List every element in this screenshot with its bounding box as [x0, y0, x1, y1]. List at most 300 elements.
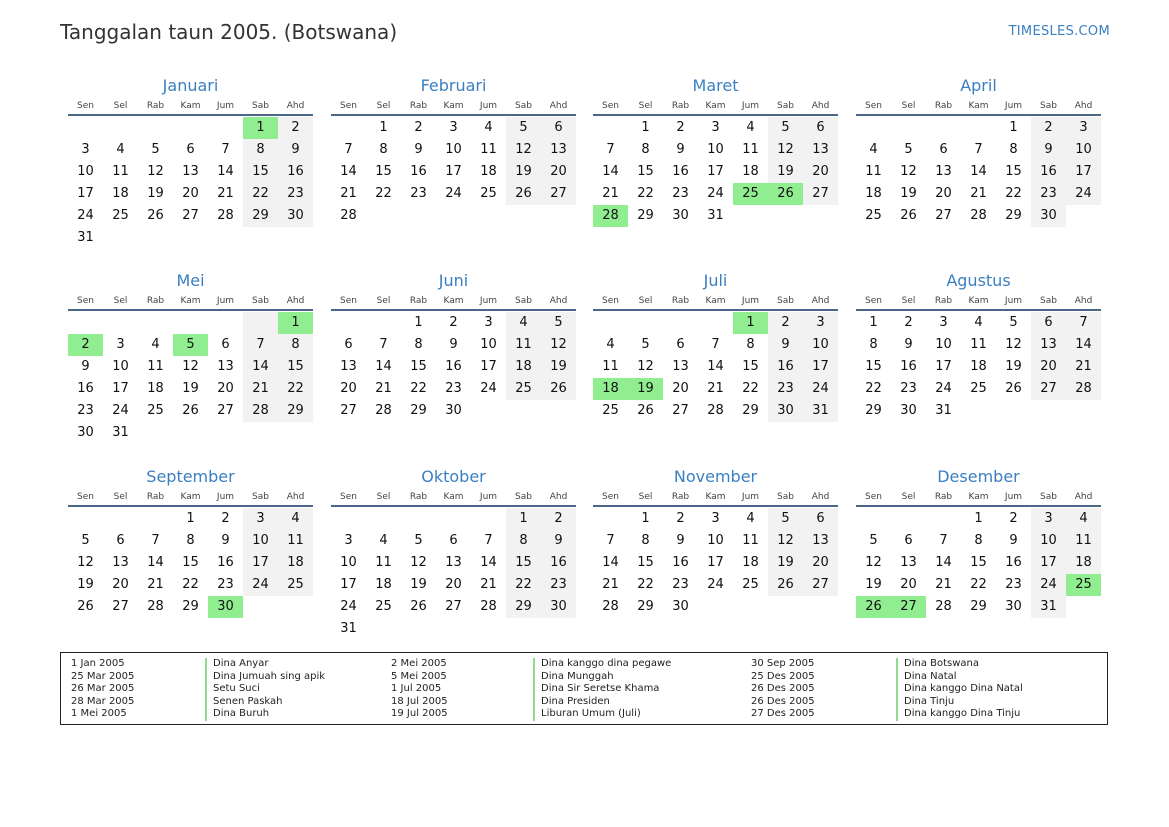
- day-cell[interactable]: 14: [147, 555, 164, 570]
- day-cell[interactable]: 16: [672, 555, 689, 570]
- day-cell[interactable]: 22: [278, 378, 313, 400]
- day-cell[interactable]: 28: [480, 599, 497, 614]
- day-cell[interactable]: 14: [217, 164, 234, 179]
- day-cell[interactable]: 27: [217, 403, 234, 418]
- day-cell[interactable]: 7: [1066, 312, 1101, 334]
- day-cell[interactable]: 25: [602, 403, 619, 418]
- day-cell[interactable]: 9: [278, 139, 313, 161]
- day-cell[interactable]: 27: [803, 183, 838, 205]
- day-cell[interactable]: 17: [77, 186, 94, 201]
- day-cell[interactable]: 15: [742, 359, 759, 374]
- day-cell[interactable]: 25: [375, 599, 392, 614]
- day-cell[interactable]: 5: [414, 533, 423, 548]
- day-cell[interactable]: 28: [340, 208, 357, 223]
- day-cell[interactable]: 10: [112, 359, 129, 374]
- day-cell[interactable]: 21: [217, 186, 234, 201]
- day-cell[interactable]: 31: [1031, 596, 1066, 618]
- day-cell[interactable]: 1: [869, 315, 878, 330]
- day-cell[interactable]: 11: [278, 530, 313, 552]
- day-cell[interactable]: 31: [803, 400, 838, 422]
- day-cell[interactable]: 13: [340, 359, 357, 374]
- day-cell[interactable]: 22: [182, 577, 199, 592]
- day-cell[interactable]: 28: [375, 403, 392, 418]
- day-cell[interactable]: 13: [803, 530, 838, 552]
- day-cell[interactable]: 26: [900, 208, 917, 223]
- day-cell[interactable]: 5: [904, 142, 913, 157]
- day-cell[interactable]: 25: [278, 574, 313, 596]
- day-cell[interactable]: 1: [733, 312, 768, 334]
- day-cell[interactable]: 25: [865, 208, 882, 223]
- day-cell[interactable]: 6: [939, 142, 948, 157]
- day-cell[interactable]: 7: [939, 533, 948, 548]
- day-cell[interactable]: 17: [243, 552, 278, 574]
- day-cell[interactable]: 16: [768, 356, 803, 378]
- day-cell[interactable]: 10: [445, 142, 462, 157]
- day-cell[interactable]: 2: [1009, 511, 1018, 526]
- day-cell[interactable]: 3: [1031, 508, 1066, 530]
- day-cell[interactable]: 13: [935, 164, 952, 179]
- day-cell[interactable]: 12: [182, 359, 199, 374]
- day-cell[interactable]: 30: [541, 596, 576, 618]
- day-cell[interactable]: 3: [449, 120, 458, 135]
- day-cell[interactable]: 24: [112, 403, 129, 418]
- day-cell[interactable]: 26: [182, 403, 199, 418]
- day-cell[interactable]: 20: [1031, 356, 1066, 378]
- day-cell[interactable]: 4: [746, 511, 755, 526]
- day-cell[interactable]: 24: [77, 208, 94, 223]
- day-cell[interactable]: 5: [768, 117, 803, 139]
- day-cell[interactable]: 10: [243, 530, 278, 552]
- day-cell[interactable]: 17: [707, 164, 724, 179]
- day-cell[interactable]: 9: [1031, 139, 1066, 161]
- day-cell[interactable]: 8: [641, 533, 650, 548]
- day-cell[interactable]: 31: [77, 230, 94, 245]
- day-cell[interactable]: 8: [506, 530, 541, 552]
- day-cell[interactable]: 15: [865, 359, 882, 374]
- day-cell[interactable]: 19: [900, 186, 917, 201]
- day-cell[interactable]: 10: [1066, 139, 1101, 161]
- day-cell[interactable]: 30: [445, 403, 462, 418]
- day-cell[interactable]: 11: [480, 142, 497, 157]
- day-cell[interactable]: 25: [147, 403, 164, 418]
- day-cell[interactable]: 22: [637, 186, 654, 201]
- day-cell[interactable]: 18: [147, 381, 164, 396]
- day-cell[interactable]: 9: [81, 359, 90, 374]
- day-cell[interactable]: 10: [77, 164, 94, 179]
- day-cell[interactable]: 25: [112, 208, 129, 223]
- day-cell[interactable]: 4: [116, 142, 125, 157]
- day-cell[interactable]: 9: [1009, 533, 1018, 548]
- day-cell[interactable]: 10: [1031, 530, 1066, 552]
- day-cell[interactable]: 20: [935, 186, 952, 201]
- day-cell[interactable]: 20: [445, 577, 462, 592]
- day-cell[interactable]: 13: [445, 555, 462, 570]
- day-cell[interactable]: 8: [379, 142, 388, 157]
- day-cell[interactable]: 8: [414, 337, 423, 352]
- day-cell[interactable]: 9: [449, 337, 458, 352]
- day-cell[interactable]: 11: [742, 533, 759, 548]
- day-cell[interactable]: 3: [1066, 117, 1101, 139]
- day-cell[interactable]: 17: [1031, 552, 1066, 574]
- day-cell[interactable]: 22: [970, 577, 987, 592]
- day-cell[interactable]: 2: [676, 120, 685, 135]
- day-cell[interactable]: 1: [186, 511, 195, 526]
- day-cell[interactable]: 28: [147, 599, 164, 614]
- day-cell[interactable]: 28: [707, 403, 724, 418]
- day-cell[interactable]: 22: [1005, 186, 1022, 201]
- day-cell[interactable]: 19: [628, 378, 663, 400]
- day-cell[interactable]: 13: [900, 555, 917, 570]
- day-cell[interactable]: 18: [375, 577, 392, 592]
- day-cell[interactable]: 4: [278, 508, 313, 530]
- day-cell[interactable]: 6: [904, 533, 913, 548]
- day-cell[interactable]: 6: [541, 117, 576, 139]
- day-cell[interactable]: 7: [974, 142, 983, 157]
- day-cell[interactable]: 21: [147, 577, 164, 592]
- day-cell[interactable]: 26: [768, 574, 803, 596]
- day-cell[interactable]: 29: [182, 599, 199, 614]
- day-cell[interactable]: 12: [506, 139, 541, 161]
- day-cell[interactable]: 30: [672, 208, 689, 223]
- day-cell[interactable]: 3: [711, 120, 720, 135]
- day-cell[interactable]: 16: [445, 359, 462, 374]
- day-cell[interactable]: 1: [974, 511, 983, 526]
- day-cell[interactable]: 6: [344, 337, 353, 352]
- day-cell[interactable]: 11: [506, 334, 541, 356]
- day-cell[interactable]: 17: [707, 555, 724, 570]
- day-cell[interactable]: 26: [856, 596, 891, 618]
- day-cell[interactable]: 24: [340, 599, 357, 614]
- day-cell[interactable]: 13: [1031, 334, 1066, 356]
- day-cell[interactable]: 15: [637, 555, 654, 570]
- day-cell[interactable]: 25: [742, 577, 759, 592]
- day-cell[interactable]: 23: [410, 186, 427, 201]
- day-cell[interactable]: 1: [641, 120, 650, 135]
- day-cell[interactable]: 28: [593, 205, 628, 227]
- day-cell[interactable]: 25: [733, 183, 768, 205]
- day-cell[interactable]: 20: [672, 381, 689, 396]
- day-cell[interactable]: 29: [243, 205, 278, 227]
- day-cell[interactable]: 26: [77, 599, 94, 614]
- day-cell[interactable]: 30: [672, 599, 689, 614]
- day-cell[interactable]: 17: [803, 356, 838, 378]
- day-cell[interactable]: 15: [375, 164, 392, 179]
- day-cell[interactable]: 14: [340, 164, 357, 179]
- day-cell[interactable]: 18: [593, 378, 628, 400]
- day-cell[interactable]: 27: [112, 599, 129, 614]
- day-cell[interactable]: 17: [112, 381, 129, 396]
- day-cell[interactable]: 13: [217, 359, 234, 374]
- day-cell[interactable]: 12: [900, 164, 917, 179]
- day-cell[interactable]: 8: [186, 533, 195, 548]
- day-cell[interactable]: 24: [707, 186, 724, 201]
- day-cell[interactable]: 23: [672, 186, 689, 201]
- day-cell[interactable]: 24: [1031, 574, 1066, 596]
- day-cell[interactable]: 28: [1066, 378, 1101, 400]
- day-cell[interactable]: 24: [1066, 183, 1101, 205]
- day-cell[interactable]: 3: [116, 337, 125, 352]
- day-cell[interactable]: 30: [1005, 599, 1022, 614]
- day-cell[interactable]: 25: [970, 381, 987, 396]
- day-cell[interactable]: 15: [637, 164, 654, 179]
- day-cell[interactable]: 26: [637, 403, 654, 418]
- day-cell[interactable]: 10: [935, 337, 952, 352]
- day-cell[interactable]: 9: [676, 142, 685, 157]
- day-cell[interactable]: 7: [606, 533, 615, 548]
- day-cell[interactable]: 10: [340, 555, 357, 570]
- day-cell[interactable]: 6: [803, 117, 838, 139]
- day-cell[interactable]: 19: [768, 552, 803, 574]
- day-cell[interactable]: 29: [637, 599, 654, 614]
- day-cell[interactable]: 22: [637, 577, 654, 592]
- day-cell[interactable]: 26: [147, 208, 164, 223]
- day-cell[interactable]: 30: [768, 400, 803, 422]
- day-cell[interactable]: 3: [711, 511, 720, 526]
- day-cell[interactable]: 5: [641, 337, 650, 352]
- day-cell[interactable]: 22: [865, 381, 882, 396]
- day-cell[interactable]: 2: [904, 315, 913, 330]
- day-cell[interactable]: 16: [410, 164, 427, 179]
- day-cell[interactable]: 2: [541, 508, 576, 530]
- day-cell[interactable]: 13: [803, 139, 838, 161]
- day-cell[interactable]: 17: [480, 359, 497, 374]
- day-cell[interactable]: 16: [77, 381, 94, 396]
- day-cell[interactable]: 5: [81, 533, 90, 548]
- day-cell[interactable]: 27: [340, 403, 357, 418]
- day-cell[interactable]: 28: [602, 599, 619, 614]
- day-cell[interactable]: 11: [602, 359, 619, 374]
- day-cell[interactable]: 4: [379, 533, 388, 548]
- day-cell[interactable]: 13: [112, 555, 129, 570]
- day-cell[interactable]: 16: [900, 359, 917, 374]
- day-cell[interactable]: 10: [707, 142, 724, 157]
- day-cell[interactable]: 8: [278, 334, 313, 356]
- day-cell[interactable]: 23: [217, 577, 234, 592]
- day-cell[interactable]: 1: [506, 508, 541, 530]
- day-cell[interactable]: 1: [278, 312, 313, 334]
- day-cell[interactable]: 27: [935, 208, 952, 223]
- day-cell[interactable]: 18: [970, 359, 987, 374]
- day-cell[interactable]: 17: [1066, 161, 1101, 183]
- day-cell[interactable]: 23: [278, 183, 313, 205]
- day-cell[interactable]: 28: [935, 599, 952, 614]
- day-cell[interactable]: 3: [484, 315, 493, 330]
- brand-link[interactable]: TIMESLES.COM: [1008, 24, 1110, 39]
- day-cell[interactable]: 11: [970, 337, 987, 352]
- day-cell[interactable]: 19: [77, 577, 94, 592]
- day-cell[interactable]: 27: [803, 574, 838, 596]
- day-cell[interactable]: 7: [221, 142, 230, 157]
- day-cell[interactable]: 21: [602, 577, 619, 592]
- day-cell[interactable]: 2: [676, 511, 685, 526]
- day-cell[interactable]: 7: [344, 142, 353, 157]
- day-cell[interactable]: 9: [904, 337, 913, 352]
- day-cell[interactable]: 5: [541, 312, 576, 334]
- day-cell[interactable]: 20: [112, 577, 129, 592]
- day-cell[interactable]: 24: [480, 381, 497, 396]
- day-cell[interactable]: 18: [742, 555, 759, 570]
- day-cell[interactable]: 5: [869, 533, 878, 548]
- day-cell[interactable]: 26: [506, 183, 541, 205]
- day-cell[interactable]: 4: [484, 120, 493, 135]
- day-cell[interactable]: 18: [480, 164, 497, 179]
- day-cell[interactable]: 6: [1031, 312, 1066, 334]
- day-cell[interactable]: 23: [445, 381, 462, 396]
- day-cell[interactable]: 27: [182, 208, 199, 223]
- day-cell[interactable]: 4: [869, 142, 878, 157]
- day-cell[interactable]: 21: [340, 186, 357, 201]
- day-cell[interactable]: 22: [243, 183, 278, 205]
- day-cell[interactable]: 16: [217, 555, 234, 570]
- day-cell[interactable]: 19: [147, 186, 164, 201]
- day-cell[interactable]: 27: [891, 596, 926, 618]
- day-cell[interactable]: 15: [506, 552, 541, 574]
- day-cell[interactable]: 4: [606, 337, 615, 352]
- day-cell[interactable]: 8: [1009, 142, 1018, 157]
- day-cell[interactable]: 15: [410, 359, 427, 374]
- day-cell[interactable]: 2: [768, 312, 803, 334]
- day-cell[interactable]: 22: [742, 381, 759, 396]
- day-cell[interactable]: 25: [1066, 574, 1101, 596]
- day-cell[interactable]: 19: [410, 577, 427, 592]
- day-cell[interactable]: 26: [1005, 381, 1022, 396]
- day-cell[interactable]: 28: [243, 400, 278, 422]
- day-cell[interactable]: 28: [217, 208, 234, 223]
- day-cell[interactable]: 20: [803, 552, 838, 574]
- day-cell[interactable]: 14: [602, 555, 619, 570]
- day-cell[interactable]: 2: [1031, 117, 1066, 139]
- day-cell[interactable]: 16: [1005, 555, 1022, 570]
- day-cell[interactable]: 8: [746, 337, 755, 352]
- day-cell[interactable]: 27: [672, 403, 689, 418]
- day-cell[interactable]: 15: [182, 555, 199, 570]
- day-cell[interactable]: 21: [243, 378, 278, 400]
- day-cell[interactable]: 23: [77, 403, 94, 418]
- day-cell[interactable]: 16: [672, 164, 689, 179]
- day-cell[interactable]: 9: [541, 530, 576, 552]
- day-cell[interactable]: 6: [676, 337, 685, 352]
- day-cell[interactable]: 1: [379, 120, 388, 135]
- day-cell[interactable]: 4: [746, 120, 755, 135]
- day-cell[interactable]: 21: [1066, 356, 1101, 378]
- day-cell[interactable]: 13: [541, 139, 576, 161]
- day-cell[interactable]: 3: [81, 142, 90, 157]
- day-cell[interactable]: 31: [707, 208, 724, 223]
- day-cell[interactable]: 11: [865, 164, 882, 179]
- day-cell[interactable]: 2: [68, 334, 103, 356]
- day-cell[interactable]: 7: [711, 337, 720, 352]
- day-cell[interactable]: 21: [707, 381, 724, 396]
- day-cell[interactable]: 3: [803, 312, 838, 334]
- day-cell[interactable]: 19: [182, 381, 199, 396]
- day-cell[interactable]: 19: [768, 161, 803, 183]
- day-cell[interactable]: 2: [278, 117, 313, 139]
- day-cell[interactable]: 23: [672, 577, 689, 592]
- day-cell[interactable]: 20: [803, 161, 838, 183]
- day-cell[interactable]: 30: [1031, 205, 1066, 227]
- day-cell[interactable]: 24: [445, 186, 462, 201]
- day-cell[interactable]: 24: [803, 378, 838, 400]
- day-cell[interactable]: 22: [375, 186, 392, 201]
- day-cell[interactable]: 12: [541, 334, 576, 356]
- day-cell[interactable]: 18: [865, 186, 882, 201]
- day-cell[interactable]: 23: [768, 378, 803, 400]
- day-cell[interactable]: 4: [151, 337, 160, 352]
- day-cell[interactable]: 11: [1066, 530, 1101, 552]
- day-cell[interactable]: 3: [243, 508, 278, 530]
- day-cell[interactable]: 7: [379, 337, 388, 352]
- day-cell[interactable]: 27: [541, 183, 576, 205]
- day-cell[interactable]: 22: [506, 574, 541, 596]
- day-cell[interactable]: 18: [112, 186, 129, 201]
- day-cell[interactable]: 17: [340, 577, 357, 592]
- day-cell[interactable]: 23: [541, 574, 576, 596]
- day-cell[interactable]: 9: [768, 334, 803, 356]
- day-cell[interactable]: 1: [414, 315, 423, 330]
- day-cell[interactable]: 29: [506, 596, 541, 618]
- day-cell[interactable]: 21: [935, 577, 952, 592]
- day-cell[interactable]: 23: [1031, 183, 1066, 205]
- day-cell[interactable]: 5: [506, 117, 541, 139]
- day-cell[interactable]: 8: [641, 142, 650, 157]
- day-cell[interactable]: 17: [935, 359, 952, 374]
- day-cell[interactable]: 24: [243, 574, 278, 596]
- day-cell[interactable]: 18: [278, 552, 313, 574]
- day-cell[interactable]: 31: [935, 403, 952, 418]
- day-cell[interactable]: 14: [1066, 334, 1101, 356]
- day-cell[interactable]: 7: [606, 142, 615, 157]
- day-cell[interactable]: 30: [77, 425, 94, 440]
- day-cell[interactable]: 19: [506, 161, 541, 183]
- day-cell[interactable]: 14: [243, 356, 278, 378]
- day-cell[interactable]: 4: [506, 312, 541, 334]
- day-cell[interactable]: 11: [375, 555, 392, 570]
- day-cell[interactable]: 6: [803, 508, 838, 530]
- day-cell[interactable]: 8: [243, 139, 278, 161]
- day-cell[interactable]: 19: [541, 356, 576, 378]
- day-cell[interactable]: 1: [243, 117, 278, 139]
- day-cell[interactable]: 18: [1066, 552, 1101, 574]
- day-cell[interactable]: 14: [970, 164, 987, 179]
- day-cell[interactable]: 21: [602, 186, 619, 201]
- day-cell[interactable]: 10: [480, 337, 497, 352]
- day-cell[interactable]: 10: [803, 334, 838, 356]
- day-cell[interactable]: 12: [637, 359, 654, 374]
- day-cell[interactable]: 21: [480, 577, 497, 592]
- day-cell[interactable]: 6: [221, 337, 230, 352]
- day-cell[interactable]: 29: [410, 403, 427, 418]
- day-cell[interactable]: 25: [506, 378, 541, 400]
- day-cell[interactable]: 18: [506, 356, 541, 378]
- day-cell[interactable]: 11: [112, 164, 129, 179]
- day-cell[interactable]: 2: [414, 120, 423, 135]
- day-cell[interactable]: 5: [1009, 315, 1018, 330]
- day-cell[interactable]: 6: [116, 533, 125, 548]
- day-cell[interactable]: 20: [217, 381, 234, 396]
- day-cell[interactable]: 16: [541, 552, 576, 574]
- day-cell[interactable]: 25: [480, 186, 497, 201]
- day-cell[interactable]: 22: [410, 381, 427, 396]
- day-cell[interactable]: 4: [974, 315, 983, 330]
- day-cell[interactable]: 27: [1031, 378, 1066, 400]
- day-cell[interactable]: 20: [340, 381, 357, 396]
- day-cell[interactable]: 28: [970, 208, 987, 223]
- day-cell[interactable]: 9: [676, 533, 685, 548]
- day-cell[interactable]: 7: [151, 533, 160, 548]
- day-cell[interactable]: 30: [900, 403, 917, 418]
- day-cell[interactable]: 12: [768, 139, 803, 161]
- day-cell[interactable]: 11: [742, 142, 759, 157]
